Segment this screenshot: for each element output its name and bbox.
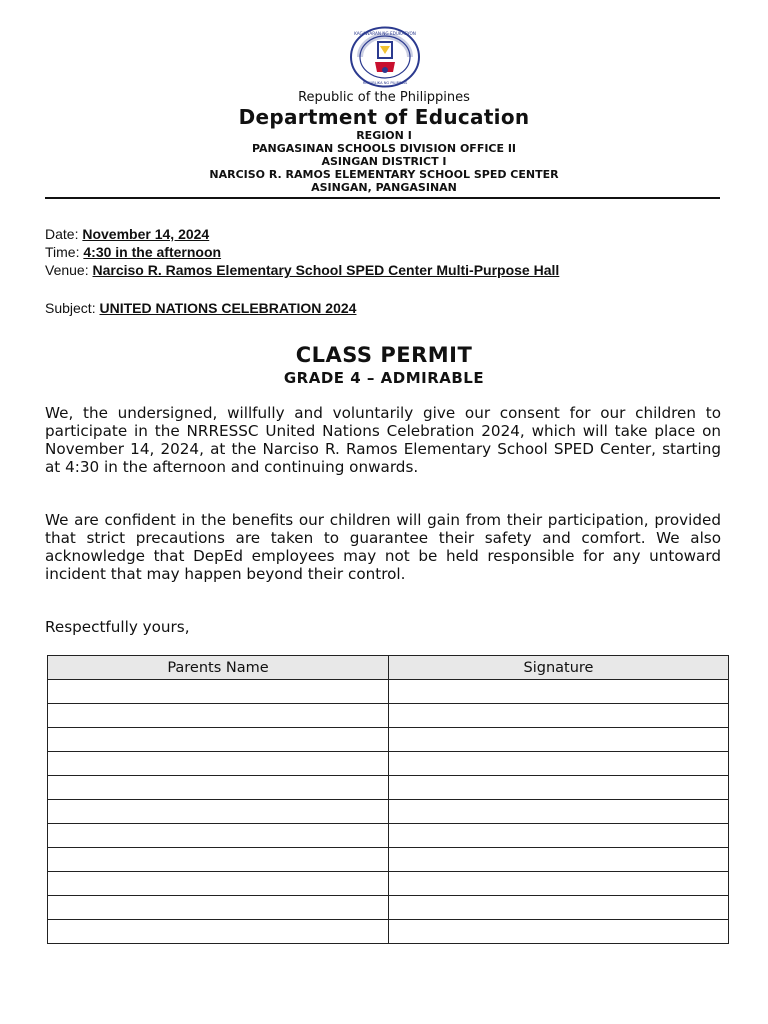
parent-name-cell — [48, 704, 389, 728]
header-divider — [45, 197, 720, 199]
signature-table-body — [48, 680, 729, 944]
parent-name-cell — [48, 896, 389, 920]
consent-paragraph: We, the undersigned, willfully and voluntarily give our consent for our children to participate in the NRRESSC United Nations Celebration 2024, which will take place on November 14, 2024, at the Narciso R. Ramos Elementary School SPED Center, starting at 4:30 in the afternoon and continuing onwards. — [45, 404, 721, 476]
table-row — [48, 680, 729, 704]
parent-name-cell — [48, 824, 389, 848]
parent-name-cell — [48, 800, 389, 824]
parent-name-cell — [48, 728, 389, 752]
table-row — [48, 824, 729, 848]
table-row — [48, 920, 729, 944]
document-title: CLASS PERMIT — [295, 343, 473, 367]
table-row — [48, 800, 729, 824]
header-region: REGION I — [356, 129, 412, 142]
header-department: Department of Education — [238, 105, 530, 129]
subject-label: Subject: — [45, 300, 96, 316]
table-row — [48, 704, 729, 728]
table-header-row — [48, 656, 729, 680]
subject-value: UNITED NATIONS CELEBRATION 2024 — [99, 300, 357, 316]
signature-cell — [389, 776, 729, 800]
header-division: PANGASINAN SCHOOLS DIVISION OFFICE II — [251, 142, 517, 155]
seal-ring-text-top: KAGAWARAN NG EDUKASYON — [354, 31, 416, 36]
venue-line — [45, 261, 559, 279]
date-value: November 14, 2024 — [82, 226, 210, 242]
parent-name-cell — [48, 872, 389, 896]
header-school: NARCISO R. RAMOS ELEMENTARY SCHOOL SPED CENTER — [209, 168, 559, 181]
header-republic: Republic of the Philippines — [298, 90, 470, 105]
acknowledgement-paragraph: We are confident in the benefits our children will gain from their participation, provided that strict precautions are taken to guarantee their safety and comfort. We also acknowledge that DepEd employees may not be held responsible for any untoward incident that may happen beyond their control. — [45, 511, 721, 583]
table-row — [48, 728, 729, 752]
table-row — [48, 896, 729, 920]
time-label: Time: — [45, 244, 80, 260]
signature-cell — [389, 680, 729, 704]
time-line — [45, 243, 221, 261]
table-row — [48, 872, 729, 896]
parents-name-header: Parents Name — [48, 656, 389, 680]
signature-cell — [389, 728, 729, 752]
signature-cell — [389, 920, 729, 944]
parent-name-cell — [48, 680, 389, 704]
parent-name-cell — [48, 776, 389, 800]
table-row — [48, 776, 729, 800]
subject-line — [45, 299, 356, 317]
signature-table — [47, 655, 729, 944]
date-label: Date: — [45, 226, 79, 242]
signature-cell — [389, 848, 729, 872]
parent-name-cell — [48, 752, 389, 776]
signature-cell — [389, 872, 729, 896]
header-address: ASINGAN, PANGASINAN — [311, 181, 457, 194]
parent-name-cell — [48, 848, 389, 872]
closing-text: Respectfully yours, — [45, 618, 190, 636]
venue-value: Narciso R. Ramos Elementary School SPED Center Multi-Purpose Hall — [92, 262, 560, 278]
header-district: ASINGAN DISTRICT I — [321, 155, 447, 168]
parent-name-cell — [48, 920, 389, 944]
time-value: 4:30 in the afternoon — [83, 244, 222, 260]
signature-cell — [389, 896, 729, 920]
table-row — [48, 848, 729, 872]
signature-cell — [389, 704, 729, 728]
venue-label: Venue: — [45, 262, 89, 278]
deped-seal-logo — [349, 26, 421, 88]
signature-cell — [389, 752, 729, 776]
seal-ring-text-bottom: REPUBLIKA NG PILIPINAS — [362, 81, 408, 85]
document-subtitle: GRADE 4 – ADMIRABLE — [283, 369, 485, 387]
table-row — [48, 752, 729, 776]
date-line — [45, 225, 209, 243]
signature-cell — [389, 800, 729, 824]
signature-cell — [389, 824, 729, 848]
signature-header: Signature — [389, 656, 729, 680]
